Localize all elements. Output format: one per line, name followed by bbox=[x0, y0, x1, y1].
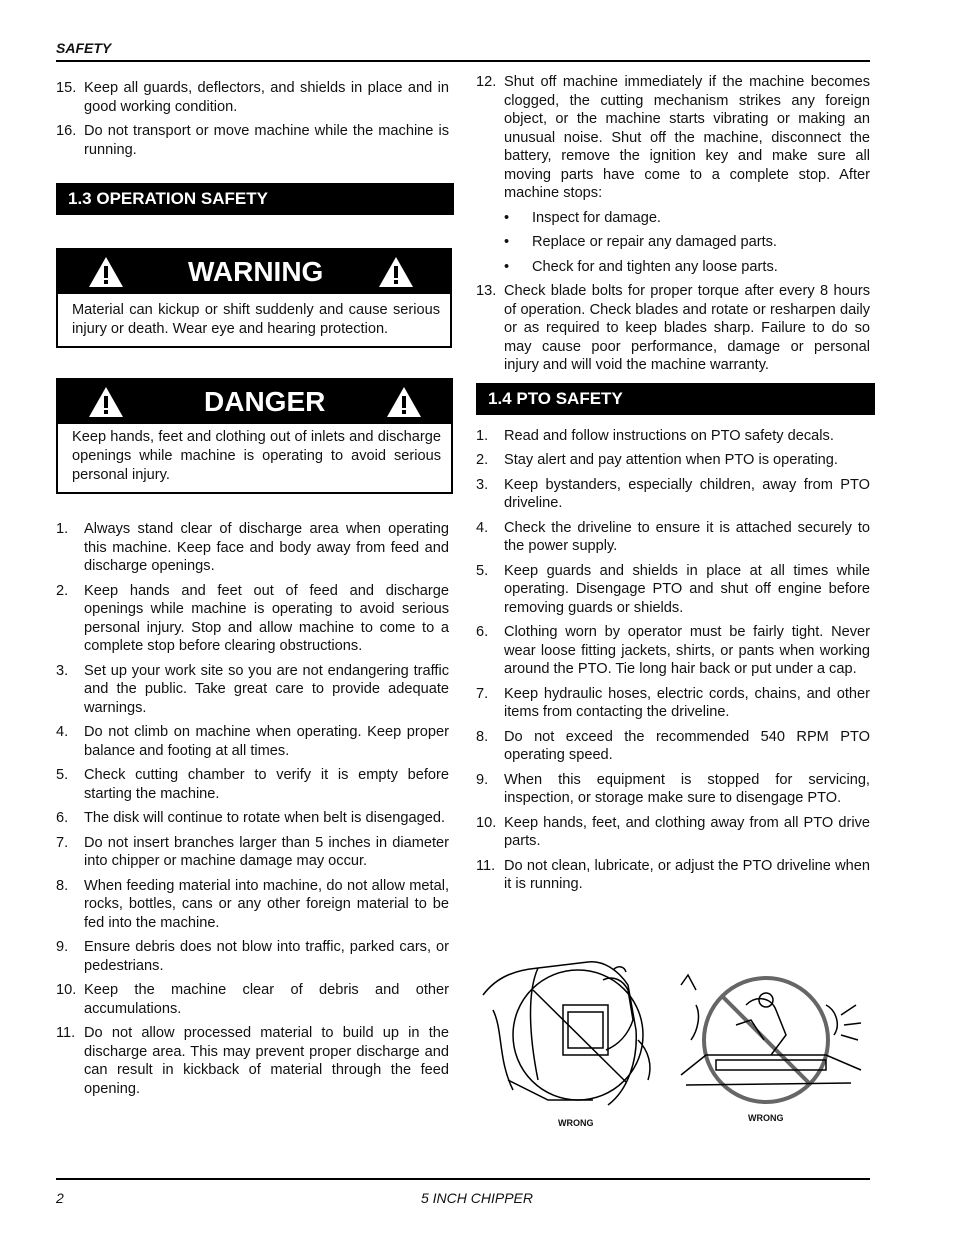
bullet-mark: • bbox=[504, 209, 510, 226]
warning-triangle-icon bbox=[386, 386, 422, 418]
document-title: 5 INCH CHIPPER bbox=[420, 1190, 534, 1206]
danger-sign-header bbox=[58, 380, 451, 424]
list-item-text: Stay alert and pay attention when PTO is operating. bbox=[504, 452, 838, 468]
danger-text: Keep hands, feet and clothing out of inlets and discharge openings while machine is operating to avoid serious personal injury. bbox=[72, 429, 441, 483]
list-item-text: Clothing worn by operator must be fairly tight. Never wear loose fitting jackets, shirts, or pants when working around the PTO. Tie long hair back or put under a cap. bbox=[504, 624, 870, 677]
bullet-item bbox=[504, 258, 870, 277]
list-item-text: Check cutting chamber to verify it is empty before starting the machine. bbox=[84, 767, 449, 802]
running-header: SAFETY bbox=[56, 40, 112, 56]
danger-title: DANGER bbox=[204, 385, 326, 417]
list-item-number: 3. bbox=[476, 476, 489, 493]
list-item bbox=[56, 834, 449, 871]
warning-triangle-icon bbox=[88, 256, 124, 288]
list-item-text: Do not clean, lubricate, or adjust the PTO driveline when it is running. bbox=[504, 857, 870, 892]
left-column bbox=[56, 79, 449, 1104]
list-item: 13. Check blade bolts for proper torque after every 8 hours of operation. Check blades and rotate or resharpen daily or as required to keep blades sharp. Failure to do so may cause poor performance, damage or personal injury and will void the machine warranty. bbox=[476, 283, 870, 373]
list-item-text: When this equipment is stopped for servicing, inspection, or storage make sure to disengage PTO. bbox=[504, 771, 870, 806]
list-item bbox=[56, 809, 449, 828]
bullet-text: Replace or repair any damaged parts. bbox=[532, 234, 777, 250]
list-item bbox=[476, 728, 870, 765]
list-item-text: When feeding material into machine, do not allow metal, rocks, bottles, cans or any other foreign material to be fed into the machine. bbox=[84, 877, 449, 931]
list-item-number: 11. bbox=[476, 857, 496, 874]
list-item-number: 7. bbox=[56, 834, 69, 851]
list-item-number: 16. bbox=[56, 123, 77, 139]
list-item-number: 6. bbox=[56, 810, 69, 826]
list-item bbox=[56, 582, 449, 656]
list-item-text: Do not allow processed material to build up in the discharge area. This may prevent proper discharge and can result in kickback of material through the feed opening. bbox=[84, 1025, 449, 1097]
pto-safety-list bbox=[476, 427, 870, 894]
list-item bbox=[476, 562, 870, 618]
warning-sign bbox=[56, 248, 452, 348]
section-heading-pto-safety: 1.4 PTO SAFETY bbox=[476, 383, 875, 415]
right-top-list bbox=[476, 73, 870, 203]
list-item-number: 8. bbox=[476, 728, 489, 745]
list-item-number: 4. bbox=[56, 724, 69, 740]
list-item-text: The disk will continue to rotate when belt is disengaged. bbox=[84, 810, 446, 826]
bullet-text: Check for and tighten any loose parts. bbox=[532, 258, 778, 275]
list-item-text: Keep the machine clear of debris and other accumulations. bbox=[84, 982, 449, 1017]
list-item bbox=[476, 857, 870, 894]
list-item bbox=[56, 981, 449, 1018]
list-item bbox=[56, 520, 449, 576]
list-item-number: 2. bbox=[56, 582, 69, 599]
list-item-text: Keep all guards, deflectors, and shields in place and in good working condition. bbox=[84, 80, 449, 115]
list-item-number: 5. bbox=[476, 562, 489, 579]
list-item-text: Keep hydraulic hoses, electric cords, chains, and other items from contacting the driveline. bbox=[504, 685, 870, 720]
danger-sign bbox=[56, 378, 453, 494]
list-item-number: 9. bbox=[56, 939, 69, 955]
list-item bbox=[476, 623, 870, 679]
list-item-text: Do not climb on machine when operating. Keep proper balance and footing at all times. bbox=[84, 724, 449, 759]
illustration-caption: WRONG bbox=[748, 1113, 784, 1123]
list-item-text: Ensure debris does not blow into traffic, parked cars, or pedestrians. bbox=[84, 939, 449, 974]
list-item bbox=[56, 79, 449, 116]
list-item-number: 9. bbox=[476, 771, 489, 788]
list-item bbox=[476, 814, 870, 851]
list-item bbox=[476, 427, 870, 446]
bullet-item bbox=[504, 209, 870, 228]
list-item-text: Keep hands and feet out of feed and discharge openings while machine is operating to avoid serious personal injury. Stop and allow machine to come to a complete stop before clearing obstructions. bbox=[84, 582, 449, 654]
illustration-caption: WRONG bbox=[558, 1118, 594, 1128]
operation-safety-list bbox=[56, 520, 449, 1098]
list-item-number: 2. bbox=[476, 452, 489, 468]
list-item-number: 11. bbox=[56, 1025, 76, 1041]
right-column bbox=[476, 73, 870, 900]
list-item-number: 8. bbox=[56, 877, 69, 894]
after-stop-bullets bbox=[476, 209, 870, 277]
bullet-item bbox=[504, 233, 870, 252]
footer-rule bbox=[56, 1178, 870, 1180]
warning-triangle-icon bbox=[88, 386, 124, 418]
list-item-number: 10. bbox=[56, 982, 77, 998]
list-item-number: 1. bbox=[476, 427, 489, 444]
header-rule bbox=[56, 60, 870, 62]
list-item bbox=[56, 662, 449, 718]
bullet-mark: • bbox=[504, 234, 510, 250]
list-item-text: Set up your work site so you are not endangering traffic and the public. Take great care to provide adequate warnings. bbox=[84, 662, 449, 716]
pto-wrong-illustration-2 bbox=[676, 965, 866, 1115]
list-item bbox=[476, 519, 870, 556]
left-top-list bbox=[56, 79, 449, 159]
list-item-number: 7. bbox=[476, 685, 489, 702]
list-item-number: 12. bbox=[476, 74, 497, 90]
list-item-text: Check the driveline to ensure it is attached securely to the power supply. bbox=[504, 519, 870, 554]
pto-wrong-illustration-1 bbox=[478, 950, 663, 1120]
list-item bbox=[476, 451, 870, 470]
list-item-text: Keep bystanders, especially children, away from PTO driveline. bbox=[504, 476, 870, 511]
warning-title: WARNING bbox=[188, 255, 324, 287]
list-item-number: 6. bbox=[476, 624, 489, 640]
list-item bbox=[476, 73, 870, 203]
list-item-number: 10. bbox=[476, 814, 497, 831]
warning-text: Material can kickup or shift suddenly and cause serious injury or death. Wear eye and hearing protection. bbox=[72, 302, 440, 337]
list-item-number: 5. bbox=[56, 767, 69, 783]
list-item bbox=[56, 1024, 449, 1098]
list-item-text: Read and follow instructions on PTO safety decals. bbox=[504, 427, 834, 444]
bullet-text: Inspect for damage. bbox=[532, 209, 661, 226]
page-number: 2 bbox=[56, 1190, 64, 1206]
list-item-number: 1. bbox=[56, 521, 69, 537]
list-item-text: Shut off machine immediately if the machine becomes clogged, the cutting mechanism strikes any foreign object, or the machine starts vibrating or making an unusual noise. Shut off the machine, disconnect the battery, remove the ignition key and make sure all moving parts have come to a complete stop. After machine stops: bbox=[504, 74, 870, 201]
list-item-text: Always stand clear of discharge area when operating this machine. Keep face and body away from feed and discharge openings. bbox=[84, 521, 449, 574]
warning-triangle-icon bbox=[378, 256, 414, 288]
list-item bbox=[56, 877, 449, 933]
list-item bbox=[476, 685, 870, 722]
list-item bbox=[476, 476, 870, 513]
list-item-text: Do not exceed the recommended 540 RPM PTO operating speed. bbox=[504, 728, 870, 763]
warning-sign-header bbox=[58, 250, 450, 294]
list-item bbox=[56, 723, 449, 760]
list-item-number: 3. bbox=[56, 662, 69, 679]
list-item-text: Do not insert branches larger than 5 inches in diameter into chipper or machine damage may occur. bbox=[84, 834, 449, 869]
list-item bbox=[56, 938, 449, 975]
section-heading-operation-safety: 1.3 OPERATION SAFETY bbox=[56, 183, 454, 215]
list-item bbox=[56, 122, 449, 159]
list-item bbox=[476, 771, 870, 808]
list-item-text: Keep guards and shields in place at all times while operating. Disengage PTO and shut off engine before removing guards or shields. bbox=[504, 562, 870, 616]
list-item-text: Keep hands, feet, and clothing away from all PTO drive parts. bbox=[504, 814, 870, 849]
list-item bbox=[56, 766, 449, 803]
list-item-text: Do not transport or move machine while the machine is running. bbox=[84, 123, 449, 158]
bullet-mark: • bbox=[504, 258, 510, 275]
list-item-number: 4. bbox=[476, 519, 489, 536]
list-item-number: 15. bbox=[56, 80, 77, 96]
